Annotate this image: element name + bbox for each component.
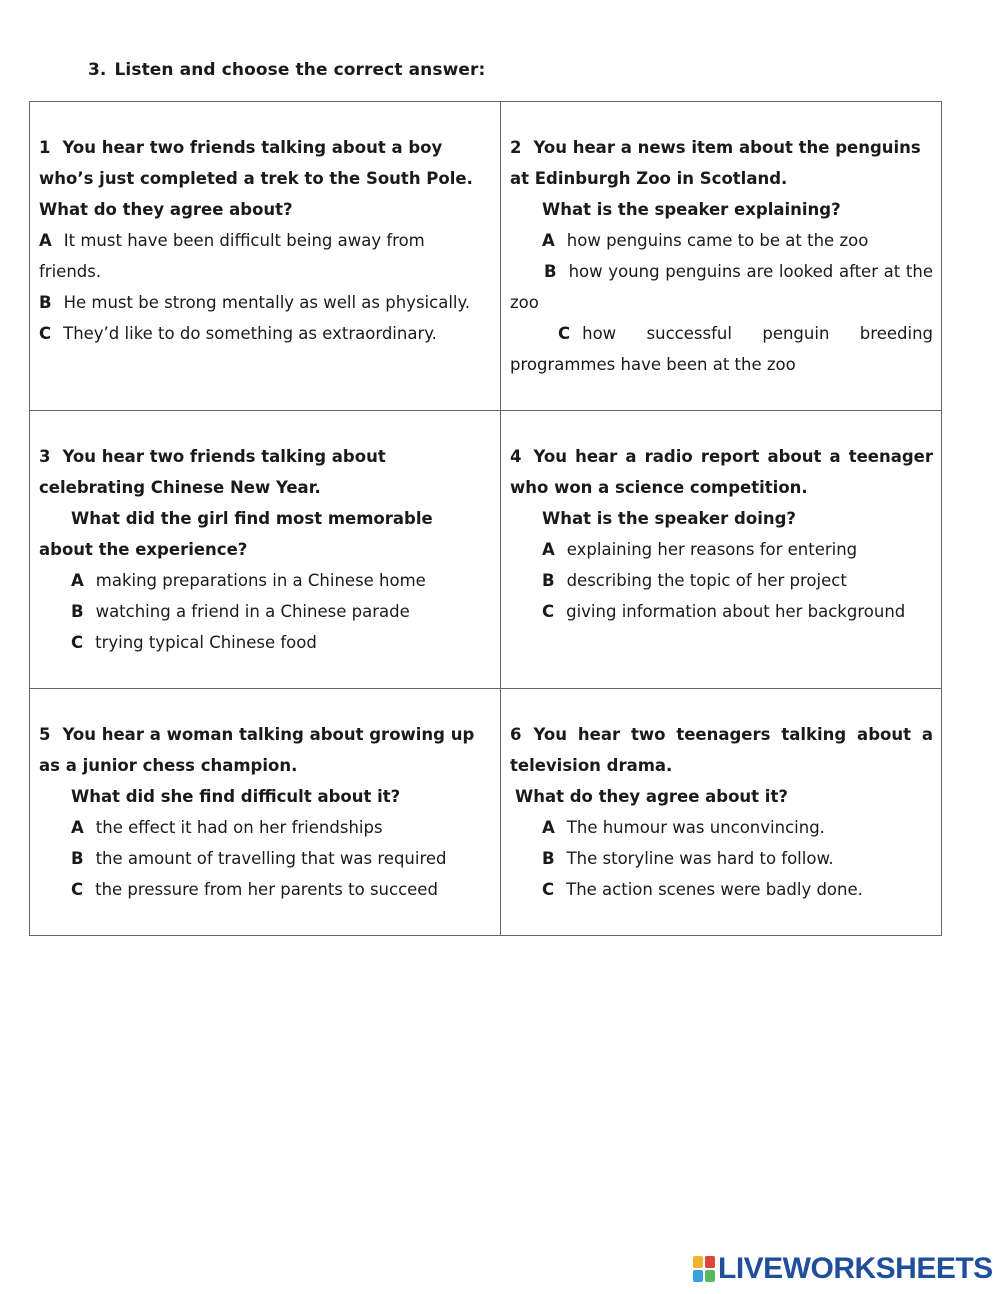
option-a[interactable]: A The humour was unconvincing. bbox=[542, 818, 825, 837]
worksheet-heading bbox=[88, 60, 485, 80]
question-stem: 1 You hear two friends talking about a boy who’s just completed a trek to the South Pole. bbox=[39, 138, 473, 188]
question-cell-2 bbox=[501, 102, 942, 411]
question-stem: 3 You hear two friends talking about celebrating Chinese New Year. bbox=[39, 447, 386, 497]
liveworksheets-logo[interactable] bbox=[693, 1252, 993, 1286]
question-stem: 6 You hear two teenagers talking about a television drama. bbox=[510, 725, 933, 775]
option-c[interactable]: C how successful penguin breeding programmes have been at the zoo bbox=[510, 324, 933, 374]
question-stem: 5 You hear a woman talking about growing up as a junior chess champion. bbox=[39, 725, 475, 775]
option-c[interactable]: C They’d like to do something as extraordinary. bbox=[39, 324, 437, 343]
option-b[interactable]: B describing the topic of her project bbox=[542, 571, 847, 590]
heading-text: Listen and choose the correct answer: bbox=[114, 60, 486, 80]
option-a[interactable]: A explaining her reasons for entering bbox=[542, 540, 858, 559]
liveworksheets-logo-icon bbox=[693, 1256, 715, 1282]
heading-number: 3. bbox=[88, 60, 107, 80]
question-prompt: What is the speaker explaining? bbox=[542, 200, 841, 219]
option-a[interactable]: A It must have been difficult being away from friends. bbox=[39, 231, 425, 281]
option-b[interactable]: B The storyline was hard to follow. bbox=[542, 849, 834, 868]
option-a[interactable]: A how penguins came to be at the zoo bbox=[542, 231, 869, 250]
option-b[interactable]: B how young penguins are looked after at the zoo bbox=[510, 262, 933, 312]
logo-square-2 bbox=[705, 1256, 715, 1268]
question-cell-4 bbox=[501, 411, 942, 689]
option-a[interactable]: A the effect it had on her friendships bbox=[71, 818, 383, 837]
option-c[interactable]: C giving information about her background bbox=[542, 602, 906, 621]
question-prompt: What do they agree about it? bbox=[515, 787, 788, 806]
logo-square-4 bbox=[705, 1270, 715, 1282]
question-cell-3 bbox=[30, 411, 501, 689]
option-c[interactable]: C trying typical Chinese food bbox=[71, 633, 317, 652]
logo-text: LIVEWORKSHEETS bbox=[718, 1252, 993, 1285]
question-number: 1 bbox=[39, 138, 51, 157]
question-cell-1 bbox=[30, 102, 501, 411]
question-prompt: What did she find difficult about it? bbox=[71, 787, 401, 806]
logo-square-1 bbox=[693, 1256, 703, 1268]
question-number: 6 bbox=[510, 725, 522, 744]
question-prompt: What do they agree about? bbox=[39, 200, 293, 219]
question-stem: 4 You hear a radio report about a teenager who won a science competition. bbox=[510, 447, 933, 497]
question-stem: 2 You hear a news item about the penguins at Edinburgh Zoo in Scotland. bbox=[510, 138, 921, 188]
question-prompt: What is the speaker doing? bbox=[542, 509, 796, 528]
question-number: 3 bbox=[39, 447, 51, 466]
questions-table bbox=[29, 101, 942, 936]
question-number: 2 bbox=[510, 138, 522, 157]
logo-square-3 bbox=[693, 1270, 703, 1282]
option-a[interactable]: A making preparations in a Chinese home bbox=[71, 571, 426, 590]
question-cell-5 bbox=[30, 689, 501, 936]
question-number: 4 bbox=[510, 447, 522, 466]
option-c[interactable]: C the pressure from her parents to succeed bbox=[71, 880, 438, 899]
option-b[interactable]: B the amount of travelling that was required bbox=[71, 849, 447, 868]
question-prompt: What did the girl find most memorable about the experience? bbox=[39, 509, 433, 559]
option-b[interactable]: B watching a friend in a Chinese parade bbox=[71, 602, 410, 621]
option-b[interactable]: B He must be strong mentally as well as physically. bbox=[39, 293, 471, 312]
option-c[interactable]: C The action scenes were badly done. bbox=[542, 880, 863, 899]
question-cell-6 bbox=[501, 689, 942, 936]
question-number: 5 bbox=[39, 725, 51, 744]
